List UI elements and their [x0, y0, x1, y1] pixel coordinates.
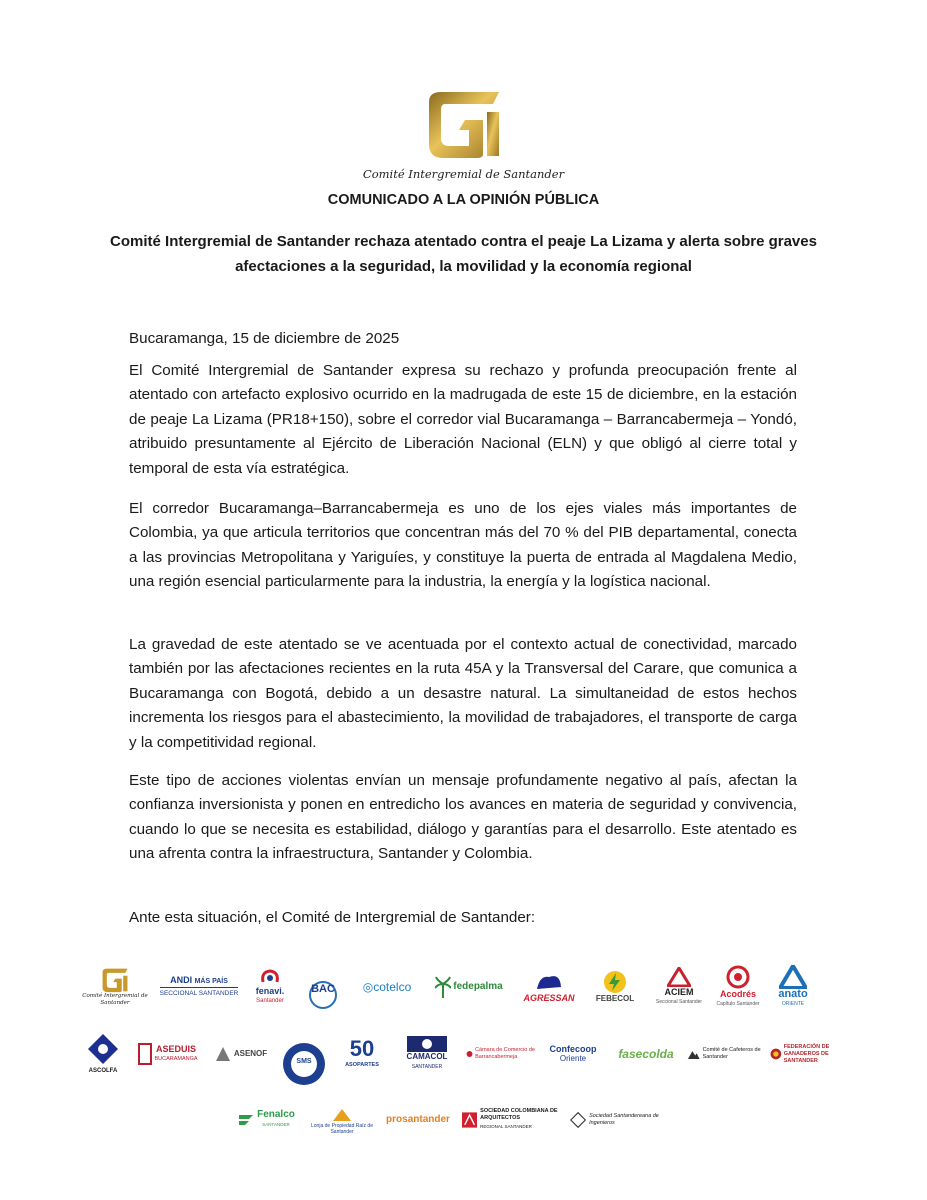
- logo-sms: SMS: [278, 1026, 330, 1082]
- logo-andi: ANDI MÁS PAÍS SECCIONAL SANTANDER: [159, 975, 239, 997]
- mountain-icon: [688, 1047, 700, 1061]
- logo-fenavi: fenavi. Santander: [248, 959, 292, 1015]
- lonja-icon: [331, 1105, 353, 1123]
- logo-fedepalma: fedepalma: [426, 959, 512, 1015]
- logo-agressan: AGRESSAN: [518, 959, 580, 1015]
- org-name: Comité Intergremial de Santander: [362, 167, 565, 181]
- camacol-icon: [407, 1036, 447, 1052]
- logo-asopartes: 50 ASOPARTES: [345, 1036, 379, 1068]
- member-logos-row-1: [80, 958, 860, 1016]
- date-line: Bucaramanga, 15 de diciembre de 2025: [129, 330, 400, 347]
- closing-line: Ante esta situación, el Comité de Intergremial de Santander:: [129, 909, 536, 926]
- acodres-icon: [726, 965, 750, 989]
- logo-ascolfa: ASCOLFA: [80, 1026, 126, 1082]
- logo-fedegan: FEDERACIÓN DE GANADEROS DE SANTANDER: [770, 1026, 852, 1082]
- paragraph: La gravedad de este atentado se ve acentuada por el contexto actual de conectividad, marcado también por las afectaciones recientes en la ruta 45A y la Transversal del Carare, que comunica a Bucaramanga con Bogotá, debido a un desastre natural. La simultaneidad de estos hechos incrementa los riesgos para el abastecimiento, la movilidad de trabajadores, el transporte de carga y la competitividad regional.: [129, 636, 797, 751]
- fenalco-icon: [237, 1113, 255, 1127]
- logo-confecoop: Confecoop Oriente: [549, 1044, 597, 1063]
- logo-fasecolda: fasecolda: [618, 1047, 674, 1061]
- cis-logo-icon: [419, 88, 509, 160]
- paragraph: El corredor Bucaramanga–Barrancabermeja es uno de los ejes viales más importantes de Colombia, ya que articula territorios que concentran más del 70 % del PIB departamental, conecta a las provincias Metropolitana y Yariguíes, y constituye la puerta de entrada al Magdalena Medio, una región esencial particularmente para la industria, la energía y la logística nacional.: [129, 500, 797, 591]
- aciem-icon: [667, 967, 691, 987]
- palm-icon: [435, 976, 451, 998]
- logo-ssi: Sociedad Santandereana de Ingenieros: [570, 1092, 660, 1148]
- logo-cis: Comité Intergremial de Santander: [80, 959, 150, 1015]
- cis-logo-icon: [99, 967, 131, 993]
- logo-ccb: Cámara de Comercio de Barrancabermeja: [466, 1026, 536, 1082]
- anato-icon: [779, 965, 807, 989]
- agressan-icon: [534, 971, 564, 993]
- logo-fenalco: Fenalco SANTANDER: [230, 1092, 302, 1148]
- logo-cotelco: ◎cotelco: [362, 980, 412, 994]
- member-logos-row-3: [230, 1090, 659, 1150]
- logo-sca: SOCIEDAD COLOMBIANA DE ARQUITECTOS REGIONAL SANTANDER: [462, 1092, 562, 1148]
- paragraph: Este tipo de acciones violentas envían un mensaje profundamente negativo al país, afectan la confianza inversionista y ponen en entredicho los avances en materia de seguridad y convivencia, cuando lo que se necesita es estabilidad, diálogo y garantías para el desarrollo. Este atentado es una afrenta contra la infraestructura, Santander y Colombia.: [129, 772, 797, 863]
- ascolfa-icon: [86, 1032, 120, 1066]
- member-logos-row-2: [80, 1024, 870, 1084]
- fedegan-seal-icon: [770, 1043, 782, 1065]
- logo-aseduis: ASEDUIS BUCARAMANGA: [132, 1026, 204, 1082]
- sca-icon: [462, 1109, 477, 1131]
- logo-acodres: Acodrés Capítulo Santander: [714, 959, 762, 1015]
- bolt-icon: [602, 970, 628, 994]
- fenavi-icon: [259, 968, 281, 986]
- paragraph: El Comité Intergremial de Santander expresa su rechazo y profunda preocupación frente al atentado con artefacto explosivo ocurrido en la madrugada de este 15 de diciembre, en la estación de peaje La Lizama (PR18+150), sobre el corredor vial Bucaramanga – Barrancabermeja – Yondó, atribuido presuntamente al Ejército de Liberación Nacional (ELN) y que obligó al cierre total y temporal de esta vía estratégica.: [129, 362, 797, 477]
- logo-aciem: ACIEM Seccional Santander: [650, 959, 708, 1015]
- ccb-icon: [466, 1044, 473, 1064]
- header-logo: [0, 88, 927, 181]
- aseduis-icon: [138, 1043, 152, 1065]
- ssi-icon: [570, 1109, 586, 1131]
- logo-febecol: FEBECOL: [586, 959, 644, 1015]
- asenof-icon: [215, 1046, 231, 1062]
- logo-anato: anato ORIENTE: [768, 959, 818, 1015]
- document-title: COMUNICADO A LA OPINIÓN PÚBLICA: [327, 192, 600, 208]
- logo-camacol: CAMACOL SANTANDER: [394, 1026, 460, 1082]
- logo-bac: BAC: [298, 959, 348, 1015]
- logo-lonja: Lonja de Propiedad Raíz de Santander: [310, 1092, 374, 1148]
- logo-asenof: ASENOF: [210, 1026, 272, 1082]
- logo-comite-cafeteros: Comité de Cafeteros de Santander: [688, 1026, 764, 1082]
- document-subtitle: Comité Intergremial de Santander rechaza atentado contra el peaje La Lizama y alerta sobre graves afectaciones a la seguridad, la movilidad y la economía regional: [110, 233, 817, 275]
- logo-prosantander: prosantander: [386, 1114, 450, 1125]
